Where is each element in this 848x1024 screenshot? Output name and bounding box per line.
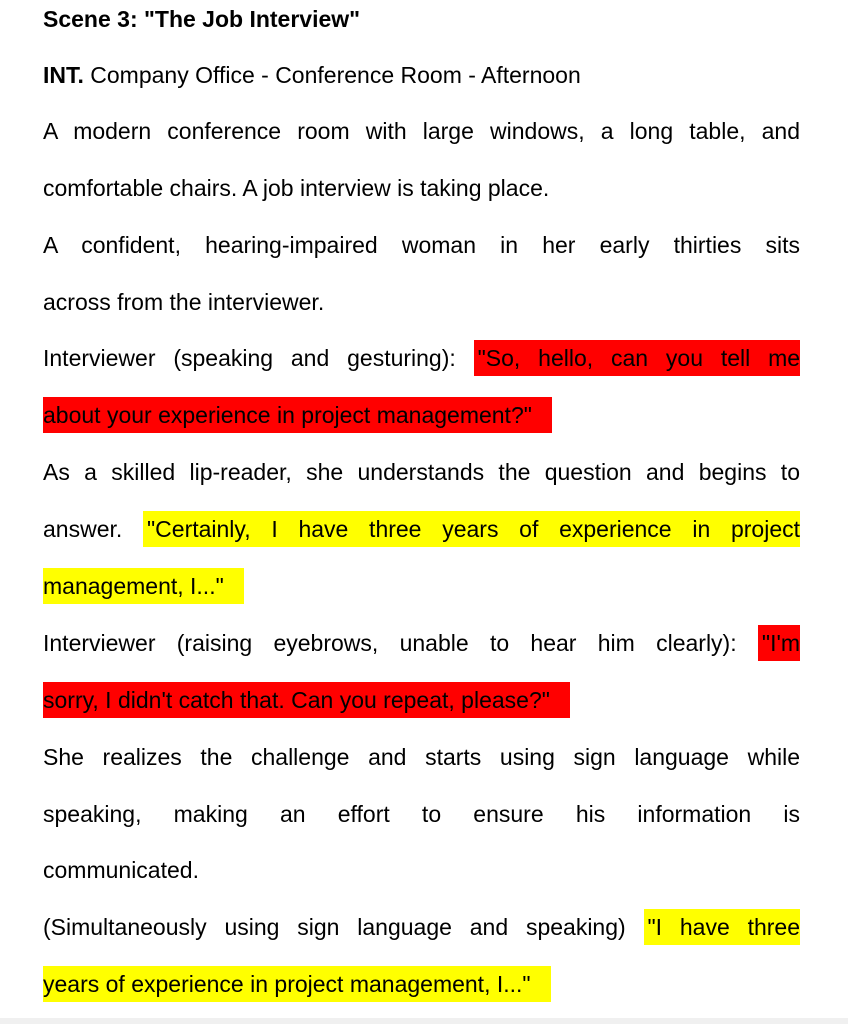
- paragraph-line: across from the interviewer.: [43, 289, 325, 315]
- stage-direction: Interviewer (speaking and gesturing):: [43, 345, 456, 371]
- candidate-line: [43, 912, 800, 942]
- scene-heading-location: Company Office - Conference Room - Afternoon: [90, 62, 581, 88]
- interviewer-dialogue-highlight: sorry, I didn't catch that. Can you repeat, please?": [43, 682, 570, 718]
- candidate-line: [43, 969, 800, 999]
- stage-direction: Interviewer (raising eyebrows, unable to hear him clearly):: [43, 630, 737, 656]
- interviewer-dialogue-highlight: "So, hello, can you tell me: [474, 340, 800, 376]
- paragraph-line: A modern conference room with large windows, a long table, and: [43, 118, 800, 144]
- paragraph-text: answer.: [43, 516, 123, 542]
- scene-heading: [43, 60, 800, 90]
- stage-direction: (Simultaneously using sign language and speaking): [43, 914, 626, 940]
- scene-heading-int: INT.: [43, 62, 84, 88]
- paragraph-line: A confident, hearing-impaired woman in her early thirties sits: [43, 232, 800, 258]
- scene-title: [43, 4, 800, 34]
- candidate-dialogue-highlight: "Certainly, I have three years of experience in project: [143, 511, 800, 547]
- candidate-dialogue-highlight: "I have three: [644, 909, 801, 945]
- candidate-line: [43, 514, 800, 544]
- scene-title-text: Scene 3: "The Job Interview": [43, 6, 361, 32]
- paragraph-line: speaking, making an effort to ensure his information is: [43, 801, 800, 827]
- candidate-dialogue-highlight: years of experience in project management, I...": [43, 966, 551, 1002]
- interviewer-line: [43, 628, 800, 658]
- interviewer-line: [43, 343, 800, 373]
- interviewer-dialogue-highlight: about your experience in project management?": [43, 397, 552, 433]
- interviewer-line: [43, 400, 800, 430]
- candidate-dialogue-highlight: management, I...": [43, 568, 244, 604]
- paragraph-line: communicated.: [43, 857, 199, 883]
- paragraph-line: As a skilled lip-reader, she understands the question and begins to: [43, 459, 800, 485]
- paragraph-line: comfortable chairs. A job interview is taking place.: [43, 175, 550, 201]
- interviewer-dialogue-highlight: "I'm: [758, 625, 800, 661]
- interviewer-line: [43, 685, 800, 715]
- paragraph-line: She realizes the challenge and starts using sign language while: [43, 744, 800, 770]
- page-bottom-edge: [0, 1018, 848, 1024]
- candidate-line: [43, 571, 800, 601]
